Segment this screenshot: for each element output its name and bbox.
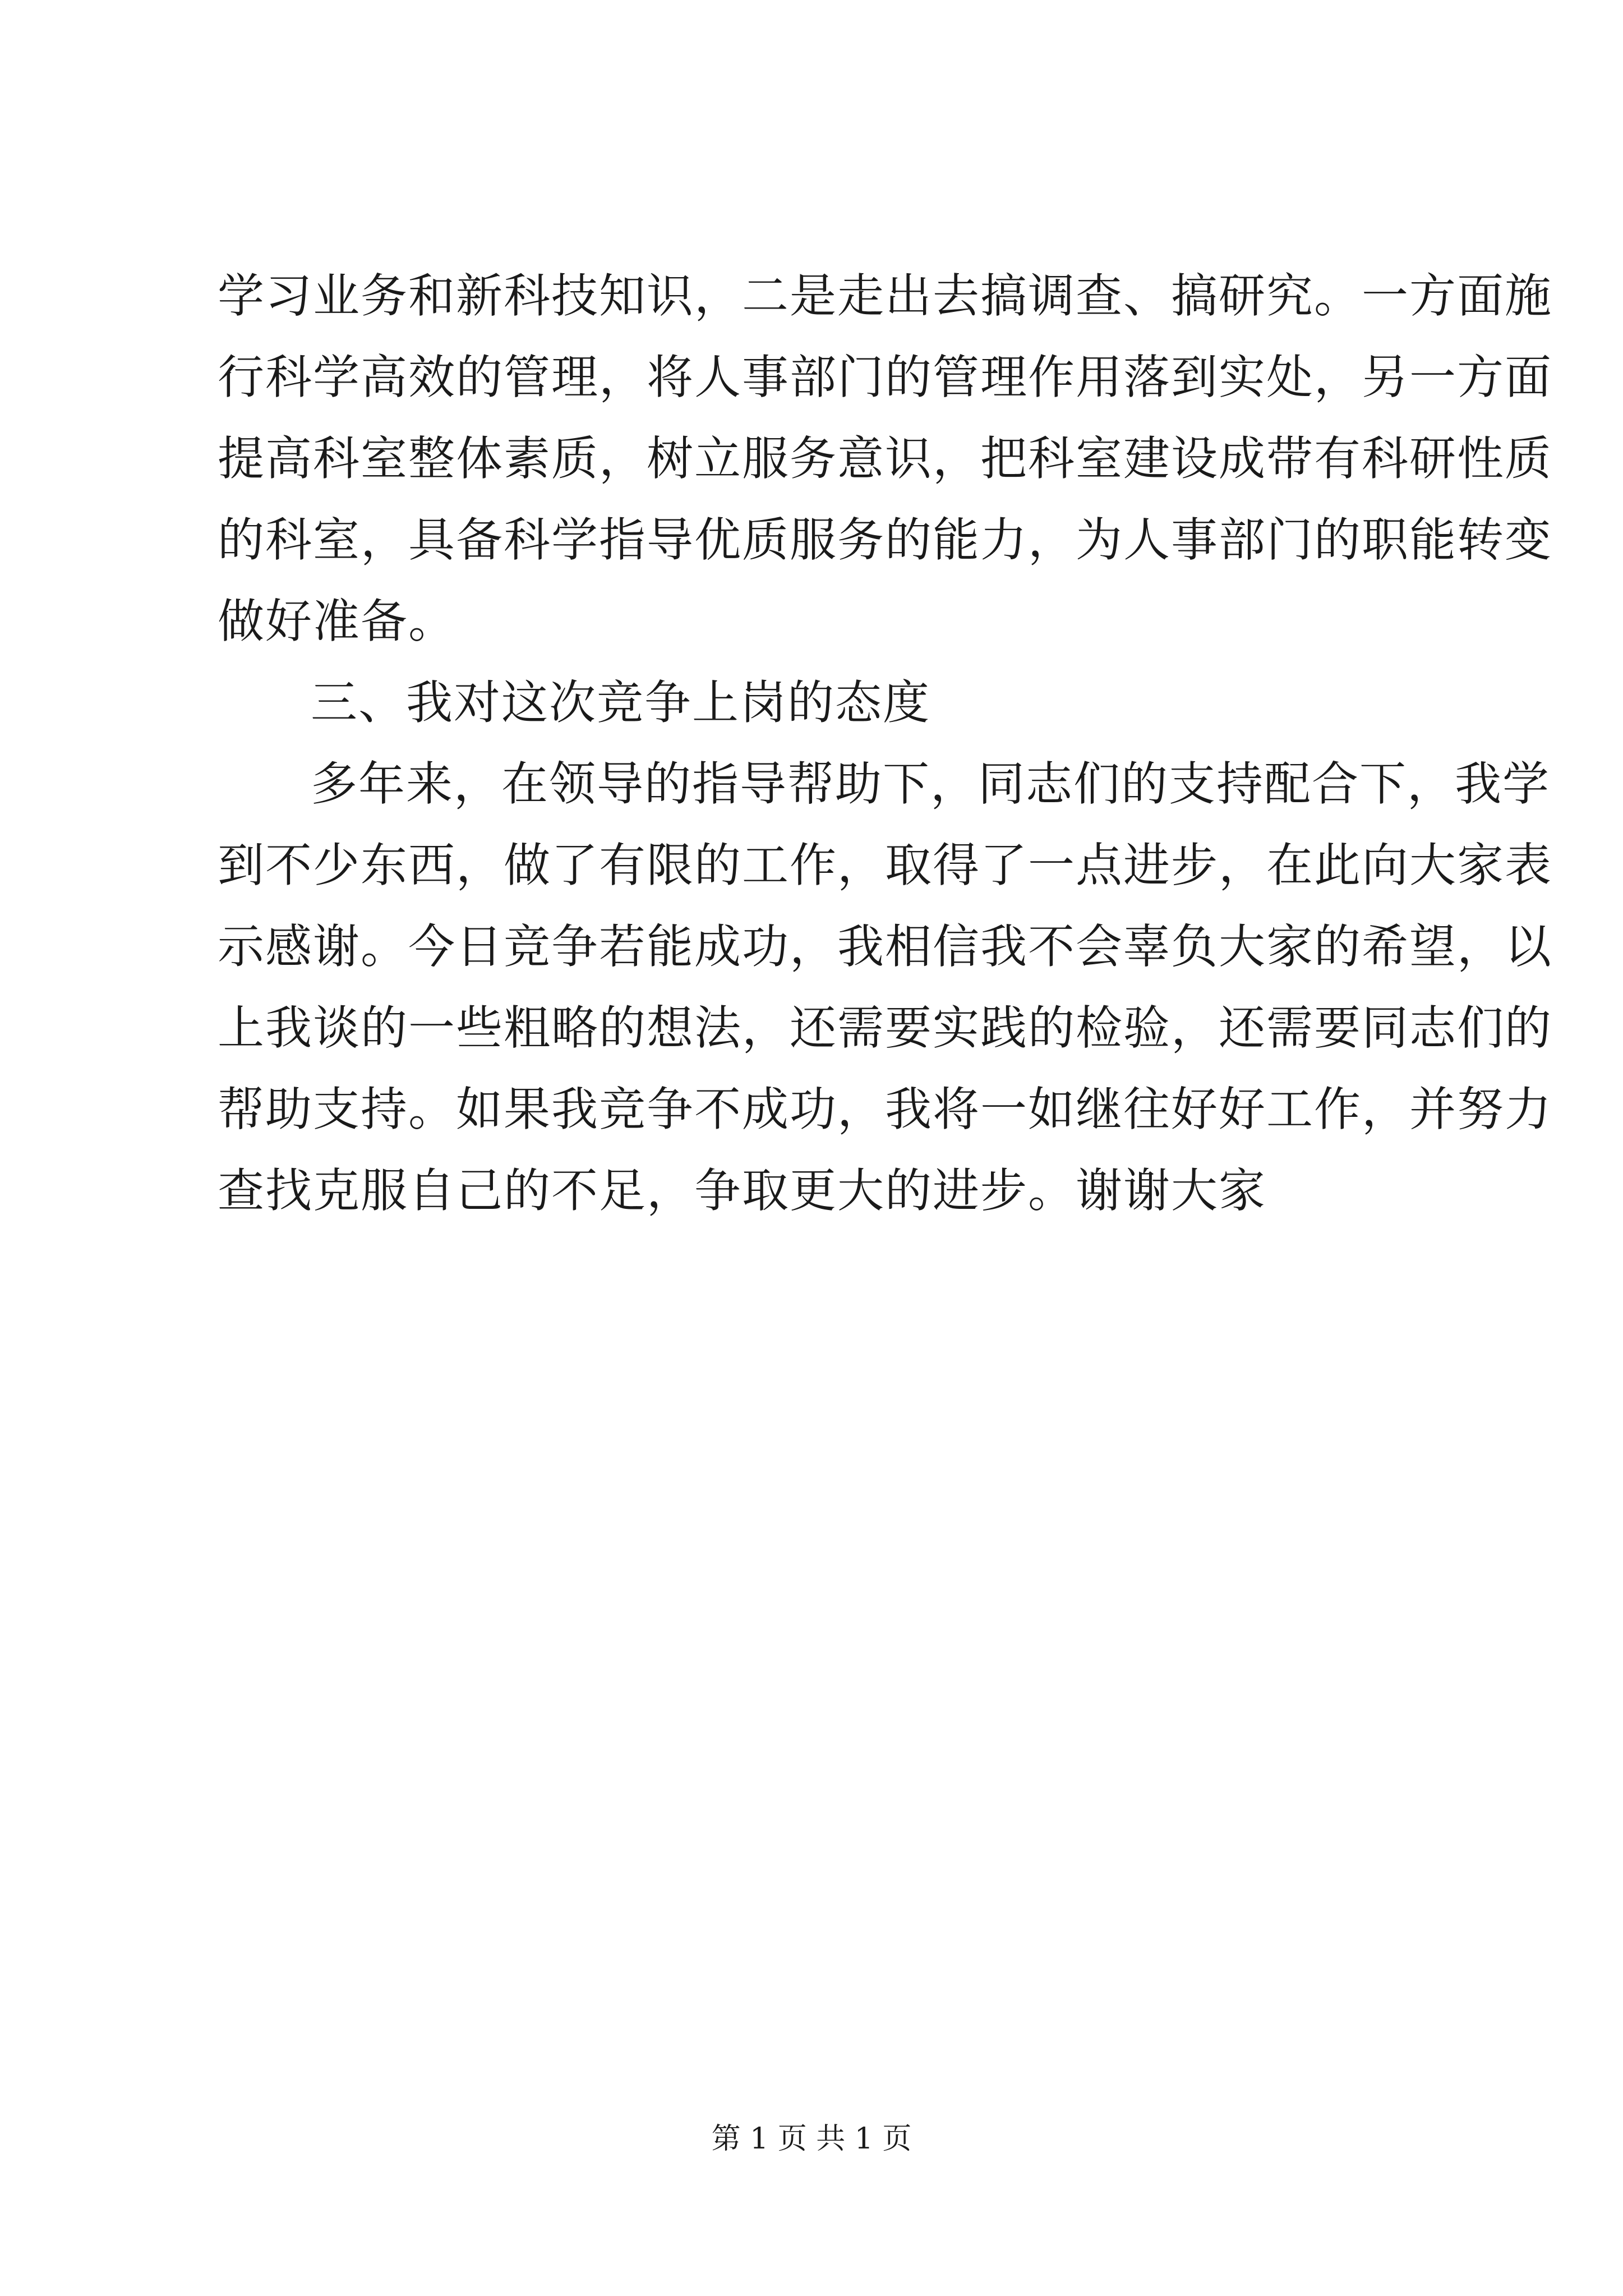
text-line: 学习业务和新科技知识，二是走出去搞调查、搞研究。一方面施 xyxy=(218,269,1552,323)
paragraph-closing xyxy=(218,743,1552,1231)
text-line: 帮助支持。如果我竞争不成功，我将一如继往好好工作，并努力 xyxy=(218,1082,1552,1137)
text-line: 提高科室整体素质，树立服务意识，把科室建设成带有科研性质 xyxy=(218,431,1552,486)
text-line: 行科学高效的管理，将人事部门的管理作用落到实处，另一方面 xyxy=(218,350,1552,404)
text-line: 查找克服自己的不足，争取更大的进步。谢谢大家 xyxy=(218,1163,1266,1218)
text-line: 多年来，在领导的指导帮助下，同志们的支持配合下，我学 xyxy=(311,757,1550,811)
text-line: 做好准备。 xyxy=(218,594,456,648)
text-line: 到不少东西，做了有限的工作，取得了一点进步，在此向大家表 xyxy=(218,838,1552,892)
text-line: 的科室，具备科学指导优质服务的能力，为人事部门的职能转变 xyxy=(218,513,1552,567)
text-line: 示感谢。今日竞争若能成功，我相信我不会辜负大家的希望，以 xyxy=(218,919,1552,974)
document-body xyxy=(218,255,1552,1231)
page-footer: 第 1 页 共 1 页 xyxy=(711,2122,912,2156)
section-heading xyxy=(218,662,1419,743)
text-line: 上我谈的一些粗略的想法，还需要实践的检验，还需要同志们的 xyxy=(218,1001,1552,1055)
paragraph-continuation xyxy=(218,255,1552,662)
heading-text: 三、我对这次竞争上岗的态度 xyxy=(311,675,930,730)
